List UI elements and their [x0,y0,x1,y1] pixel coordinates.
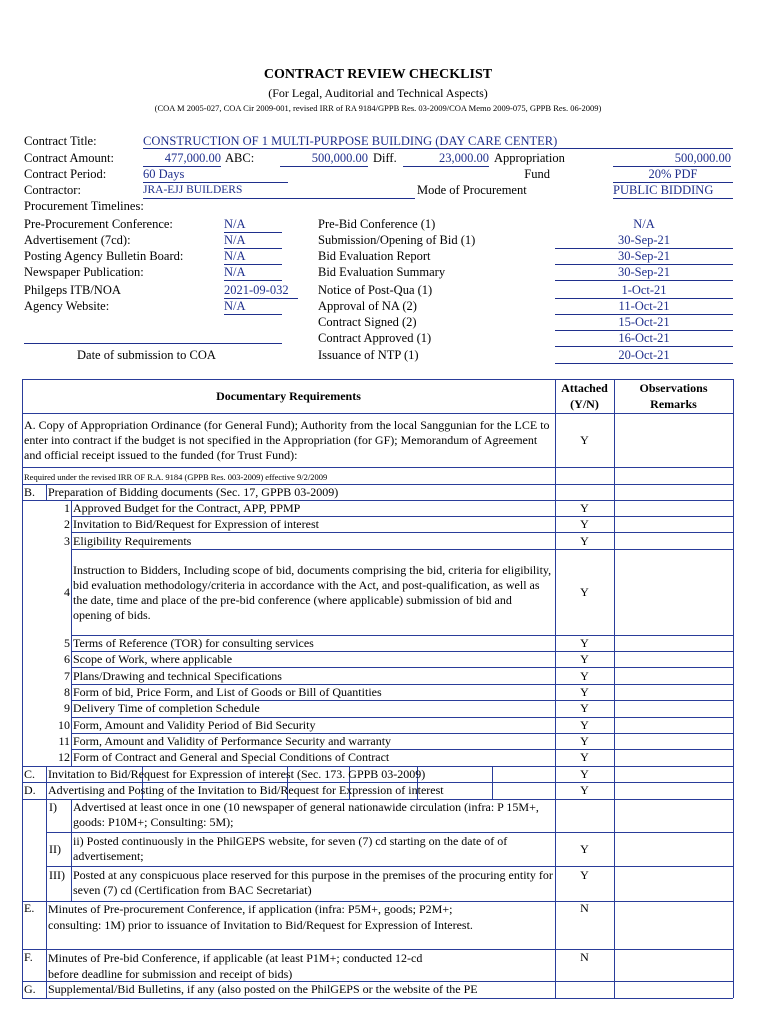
coa-date-label: Date of submission to COA [77,348,216,362]
b-item-attached: Y [580,636,589,650]
header-yn: (Y/N) [570,397,599,411]
timeline-left-value: N/A [224,249,282,265]
table-divider-b [46,484,47,500]
row-g-letter: G. [24,982,36,996]
timeline-right-label: Notice of Post-Qua (1) [318,283,433,297]
timeline-left-label: Advertisement (7cd): [24,233,131,247]
b-item-attached: Y [580,734,589,748]
timeline-right-label: Submission/Opening of Bid (1) [318,233,476,247]
timeline-right-label: Contract Signed (2) [318,315,417,329]
timeline-left-value: N/A [224,299,282,315]
timeline-right-value: 30-Sep-21 [555,265,733,281]
appropriation-value: 500,000.00 [613,151,731,167]
b-item-attached: Y [580,685,589,699]
b-item-attached: Y [580,669,589,683]
b-item-text: Form, Amount and Validity Period of Bid Security [73,718,316,732]
d-sub-ii-text: ii) Posted continuously in the PhilGEPS website, for seven (7) cd starting on the date of of advertisement; [73,834,508,863]
timeline-left-label: Newspaper Publication: [24,265,144,279]
row-b-letter: B. [24,485,36,499]
table-border-right [733,379,734,998]
b-item-attached: Y [580,517,589,531]
contract-period-label: Contract Period: [24,167,107,181]
contract-title-underline [143,148,733,149]
contractor-label: Contractor: [24,183,81,197]
timeline-left-label: Posting Agency Bulletin Board: [24,249,184,263]
b-item-text: Eligibility Requirements [73,534,192,548]
b-item-number: 4 [64,585,70,599]
b-item-attached: Y [580,585,589,599]
contract-title-value: CONSTRUCTION OF 1 MULTI-PURPOSE BUILDING (DAY CARE CENTER) [143,134,558,148]
b-item-attached: Y [580,501,589,515]
timeline-right-value: 30-Sep-21 [555,233,733,249]
timeline-left-value: N/A [224,265,282,281]
b-item-number: 6 [64,652,70,666]
row-g-text: Supplemental/Bid Bulletins, if any (also posted on the PhilGEPS or the website of the PE [48,982,478,996]
header-observations: Observations [639,381,708,395]
row-f-attached: N [580,950,589,964]
timeline-left-label: Pre-Procurement Conference: [24,217,173,231]
table-border-bottom [22,998,733,999]
timeline-right-value: 15-Oct-21 [555,315,733,331]
coa-date-underline [24,343,282,344]
row-c-text: Invitation to Bid/Request for Expression of interest (Sec. 173. GPPB 03-2009) [48,767,426,781]
d-sub-iii-text: Posted at any conspicuous place reserved for this purpose in the premises of the procuring entity for seven (7) cd (Certification from BAC Secretariat) [73,868,553,897]
b-item-text: Plans/Drawing and technical Specifications [73,669,282,683]
timeline-right-value: 30-Sep-21 [555,249,733,265]
b-item-number: 12 [58,750,70,764]
b-item-number: 5 [64,636,70,650]
row-e-text: Minutes of Pre-procurement Conference, if application (infra: P5M+, goods; P2M+; consulting: 1M) prior to issuance of Invitation to Bid/Request for Expression of Interest. [48,902,473,932]
timeline-left-value: N/A [224,233,282,249]
d-sub-iii-number: III) [49,868,65,882]
b-item-text: Form of Contract and General and Special Conditions of Contract [73,750,390,764]
b-item-text: Delivery Time of completion Schedule [73,701,260,715]
b-item-text: Form of bid, Price Form, and List of Goods or Bill of Quantities [73,685,382,699]
table-header-divider [22,413,733,414]
b-item-number: 2 [64,517,70,531]
timelines-label: Procurement Timelines: [24,199,144,213]
row-d-letter: D. [24,783,36,797]
b-item-attached: Y [580,701,589,715]
required-note: Required under the revised IRR OF R.A. 9184 (GPPB Res. 003-2009) effective 9/2/2009 [24,472,328,482]
b-item-attached: Y [580,750,589,764]
table-divider-subitem [46,799,47,901]
row-divider [46,866,733,867]
row-divider [22,467,733,468]
b-item-attached: Y [580,534,589,548]
timeline-right-label: Bid Evaluation Summary [318,265,446,279]
row-divider [71,549,733,550]
b-item-text: Form, Amount and Validity of Performance Security and warranty [73,734,392,748]
timeline-right-label: Issuance of NTP (1) [318,348,419,362]
timeline-left-label: Agency Website: [24,299,110,313]
mode-label: Mode of Procurement [417,183,527,197]
row-divider [71,667,733,668]
b-item-number: 8 [64,685,70,699]
timeline-left-label: Philgeps ITB/NOA [24,283,121,297]
row-b-text: Preparation of Bidding documents (Sec. 17, GPPB 03-2009) [48,485,339,499]
timeline-right-value: N/A [633,217,655,231]
d-sub-iii-attached: Y [580,868,589,882]
abc-label: ABC: [225,151,255,165]
table-border-top [22,379,733,380]
timeline-right-value: 11-Oct-21 [555,299,733,315]
b-item-number: 1 [64,501,70,515]
d-sub-ii-number: II) [49,842,61,856]
timeline-left-value: N/A [224,217,282,233]
b-item-text: Invitation to Bid/Request for Expression of interest [73,517,319,531]
contract-title-label: Contract Title: [24,134,97,148]
b-item-number: 11 [58,734,70,748]
contract-period-value: 60 Days [143,167,288,183]
table-divider-subtext [71,799,72,901]
contract-amount-value: 477,000.00 [143,151,221,167]
row-divider [71,532,733,533]
timeline-right-label: Pre-Bid Conference (1) [318,217,436,231]
header-remarks: Remarks [650,397,697,411]
timeline-right-value: 16-Oct-21 [555,331,733,347]
references-line: (COA M 2005-027, COA Cir 2009-001, revised IRR of RA 9184/GPPB Res. 03-2009/COA Memo 2009-075, GPPB Res. 06-2009) [154,103,602,113]
timeline-right-label: Approval of NA (2) [318,299,417,313]
b-item-number: 3 [64,534,70,548]
header-attached: Attached [561,381,608,395]
b-item-attached: Y [580,652,589,666]
d-sub-ii-attached: Y [580,842,589,856]
timeline-left-value: 2021-09-032 [224,283,298,299]
diff-value: 23,000.00 [403,151,489,167]
table-divider-number [71,500,72,766]
timeline-right-label: Bid Evaluation Report [318,249,431,263]
b-item-attached: Y [580,718,589,732]
contract-amount-label: Contract Amount: [24,151,114,165]
row-f-letter: F. [24,950,33,964]
fund-label: Fund [524,167,550,181]
timeline-right-value: 1-Oct-21 [555,283,733,299]
b-item-number: 7 [64,669,70,683]
table-divider-remarks [614,379,615,998]
mode-value: PUBLIC BIDDING [613,183,733,199]
fund-value: 20% PDF [613,167,733,183]
row-c-letter: C. [24,767,36,781]
d-sub-i-number: I) [49,800,57,814]
b-item-text: Instruction to Bidders, Including scope of bid, documents comprising the bid, criteria for eligibility, bid evaluation methodology/criteria in accordance with the Act, and post-qualification, as well as the date, time and place of the pre-bid conference (where applicable) submission of bid and opening of bids. [73,563,552,622]
header-documentary-requirements: Documentary Requirements [216,389,361,403]
diff-label: Diff. [373,151,397,165]
abc-value: 500,000.00 [280,151,368,167]
b-item-text: Approved Budget for the Contract, APP, PPMP [73,501,301,515]
table-border-left [22,379,23,998]
row-e-letter: E. [24,901,35,915]
row-f-text: Minutes of Pre-bid Conference, if applicable (at least P1M+; conducted 12-cd before deadline for submission and receipt of bids) [48,951,423,981]
row-divider [46,832,733,833]
d-sub-i-text: Advertised at least once in one (10 newspaper of general nationawide circulation (infra: P 15M+, goods: P10M+; Consulting: 5M); [73,800,539,829]
b-item-number: 10 [58,718,70,732]
row-d-attached: Y [580,783,589,797]
timeline-right-label: Contract Approved (1) [318,331,432,345]
timeline-right-value: 20-Oct-21 [555,348,733,364]
row-a-text: A. Copy of Appropriation Ordinance (for General Fund); Authority from the local Sanggunian for the LCE to enter into contract if the budget is not specified in the Appropriation (for GF); Memorandum of Agreement and official receipt issued to the funded (for Trust Fund): [24,418,550,462]
page-title: CONTRACT REVIEW CHECKLIST [263,67,493,82]
appropriation-label: Appropriation [494,151,565,165]
row-a-attached: Y [580,433,589,447]
row-d-text: Advertising and Posting of the Invitation to Bid/Request for Expression of interest [48,783,444,797]
row-e-attached: N [580,901,589,915]
b-item-text: Scope of Work, where applicable [73,652,233,666]
b-item-text: Terms of Reference (TOR) for consulting services [73,636,314,650]
page-subtitle: (For Legal, Auditorial and Technical Aspects) [268,86,488,100]
row-c-attached: Y [580,767,589,781]
b-item-number: 9 [64,701,70,715]
contractor-value: JRA-EJJ BUILDERS [143,183,415,199]
